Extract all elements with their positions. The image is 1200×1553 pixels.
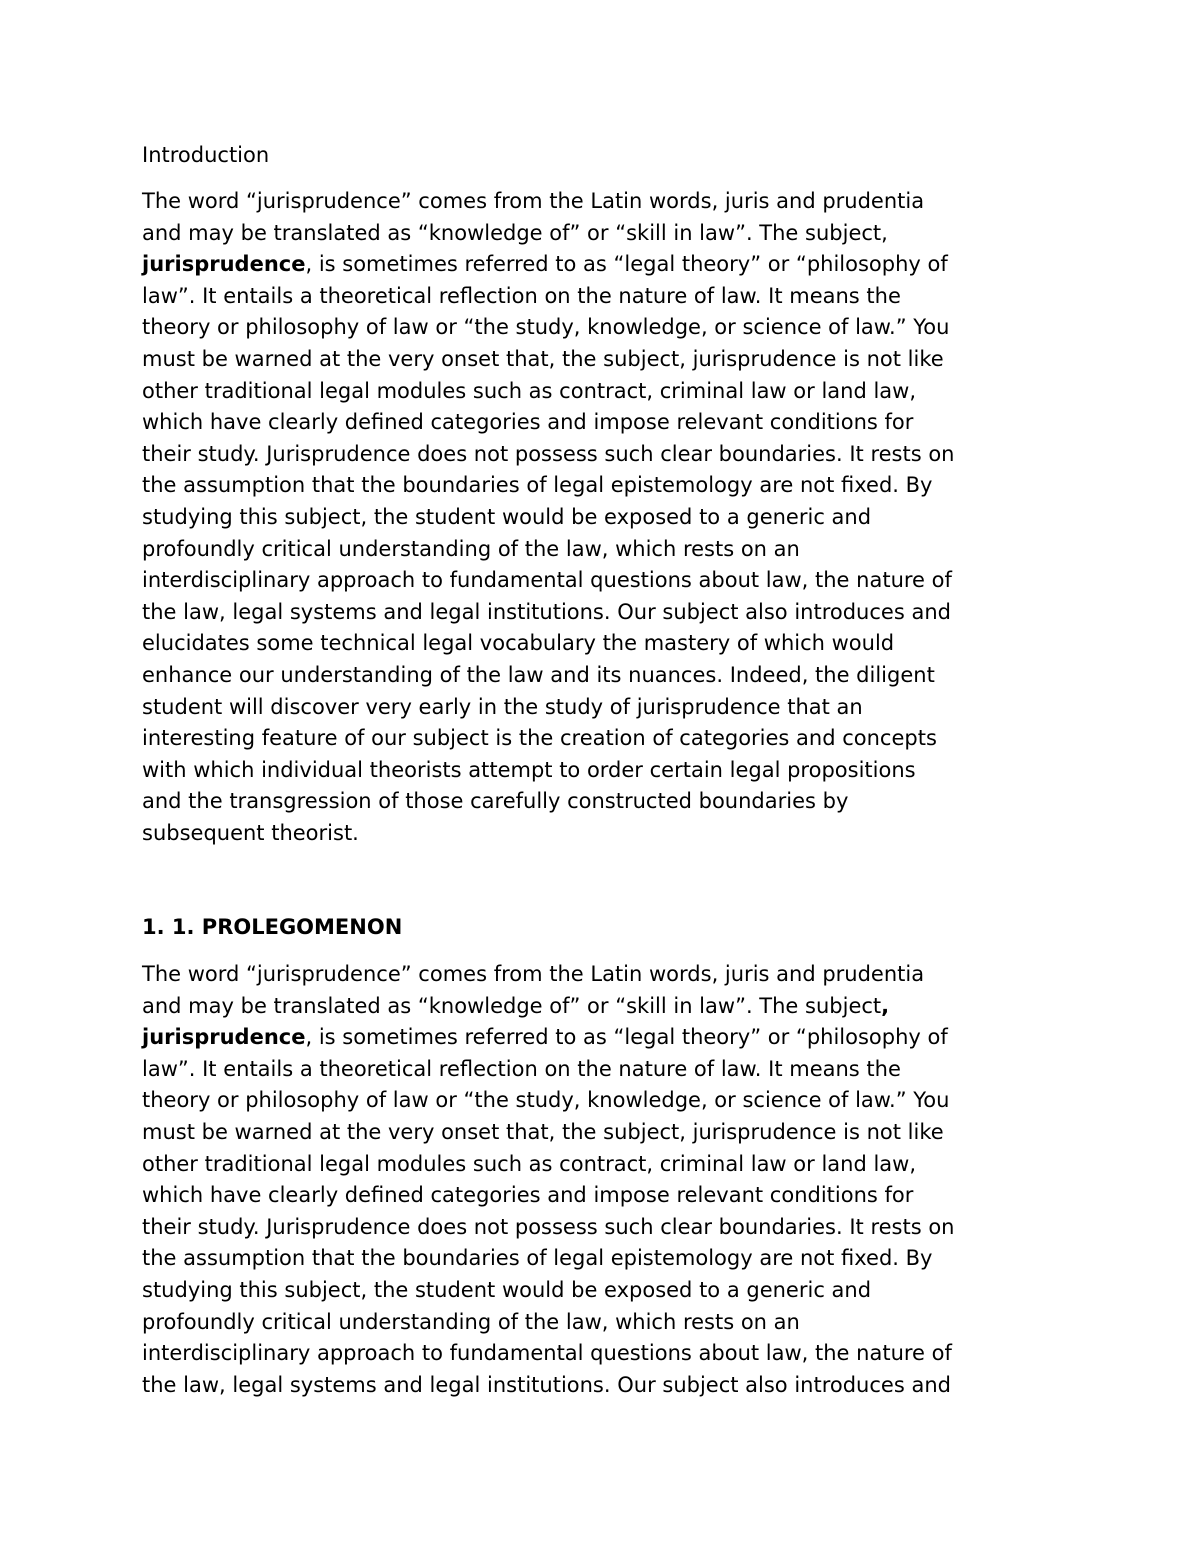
- paragraph-line: studying this subject, the student would be exposed to a generic and: [142, 504, 872, 529]
- paragraph-line: theory or philosophy of law or “the study, knowledge, or science of law.” You: [142, 1088, 950, 1113]
- paragraph-line: enhance our understanding of the law and its nuances. Indeed, the diligent: [142, 662, 935, 687]
- paragraph-line: and may be translated as “knowledge of” or “skill in law”. The subject,: [142, 220, 888, 245]
- paragraph-line: The word “jurisprudence” comes from the Latin words, juris and prudentia: [142, 189, 925, 213]
- paragraph-line: profoundly critical understanding of the law, which rests on an: [142, 536, 800, 561]
- section-heading: [142, 912, 1082, 944]
- paragraph-text: , is sometimes referred to as “legal theory” or “philosophy of: [305, 1025, 948, 1050]
- paragraph-line: theory or philosophy of law or “the study, knowledge, or science of law.” You: [142, 315, 950, 340]
- section-heading-text: 1. 1. PROLEGOMENON: [142, 915, 403, 939]
- paragraph-line: The word “jurisprudence” comes from the Latin words, juris and prudentia: [142, 962, 925, 986]
- paragraph-line: other traditional legal modules such as contract, criminal law or land law,: [142, 1151, 917, 1176]
- bold-comma: ,: [881, 993, 890, 1018]
- paragraph-text: , is sometimes referred to as “legal theory” or “philosophy of: [305, 252, 948, 277]
- bold-term: jurisprudence: [142, 252, 306, 277]
- intro-heading-text: Introduction: [142, 143, 270, 167]
- paragraph-line: studying this subject, the student would be exposed to a generic and: [142, 1277, 872, 1302]
- paragraph-line: [142, 991, 1082, 1023]
- paragraph-line: their study. Jurisprudence does not possess such clear boundaries. It rests on: [142, 441, 955, 466]
- paragraph-line: the assumption that the boundaries of legal epistemology are not fixed. By: [142, 473, 933, 498]
- prolegomenon-paragraph: [142, 959, 1082, 1401]
- paragraph-line: must be warned at the very onset that, the subject, jurisprudence is not like: [142, 346, 944, 371]
- paragraph-line: profoundly critical understanding of the law, which rests on an: [142, 1309, 800, 1334]
- paragraph-line: [142, 1022, 1082, 1054]
- paragraph-line: the assumption that the boundaries of legal epistemology are not fixed. By: [142, 1246, 933, 1271]
- intro-paragraph: [142, 186, 1082, 849]
- paragraph-text: and may be translated as “knowledge of” or “skill in law”. The subject: [142, 993, 882, 1018]
- paragraph-line: which have clearly defined categories and impose relevant conditions for: [142, 1183, 914, 1208]
- paragraph-line: which have clearly defined categories and impose relevant conditions for: [142, 410, 914, 435]
- paragraph-line: subsequent theorist.: [142, 820, 359, 845]
- paragraph-line: elucidates some technical legal vocabulary the mastery of which would: [142, 631, 895, 656]
- bold-term: jurisprudence: [142, 1025, 306, 1050]
- paragraph-line: interdisciplinary approach to fundamental questions about law, the nature of: [142, 568, 952, 593]
- paragraph-line: student will discover very early in the study of jurisprudence that an: [142, 694, 863, 719]
- paragraph-line: law”. It entails a theoretical reflection on the nature of law. It means the: [142, 1056, 901, 1081]
- paragraph-line: [142, 249, 1082, 281]
- paragraph-line: must be warned at the very onset that, the subject, jurisprudence is not like: [142, 1119, 944, 1144]
- paragraph-line: other traditional legal modules such as contract, criminal law or land law,: [142, 378, 917, 403]
- paragraph-line: law”. It entails a theoretical reflection on the nature of law. It means the: [142, 283, 901, 308]
- paragraph-line: their study. Jurisprudence does not possess such clear boundaries. It rests on: [142, 1214, 955, 1239]
- paragraph-line: the law, legal systems and legal institutions. Our subject also introduces and: [142, 599, 951, 624]
- paragraph-line: interesting feature of our subject is the creation of categories and concepts: [142, 726, 937, 751]
- paragraph-line: and the transgression of those carefully constructed boundaries by: [142, 789, 849, 814]
- paragraph-line: the law, legal systems and legal institutions. Our subject also introduces and: [142, 1372, 951, 1397]
- paragraph-line: interdisciplinary approach to fundamental questions about law, the nature of: [142, 1341, 952, 1366]
- paragraph-line: with which individual theorists attempt to order certain legal propositions: [142, 757, 916, 782]
- intro-heading: [142, 140, 1082, 172]
